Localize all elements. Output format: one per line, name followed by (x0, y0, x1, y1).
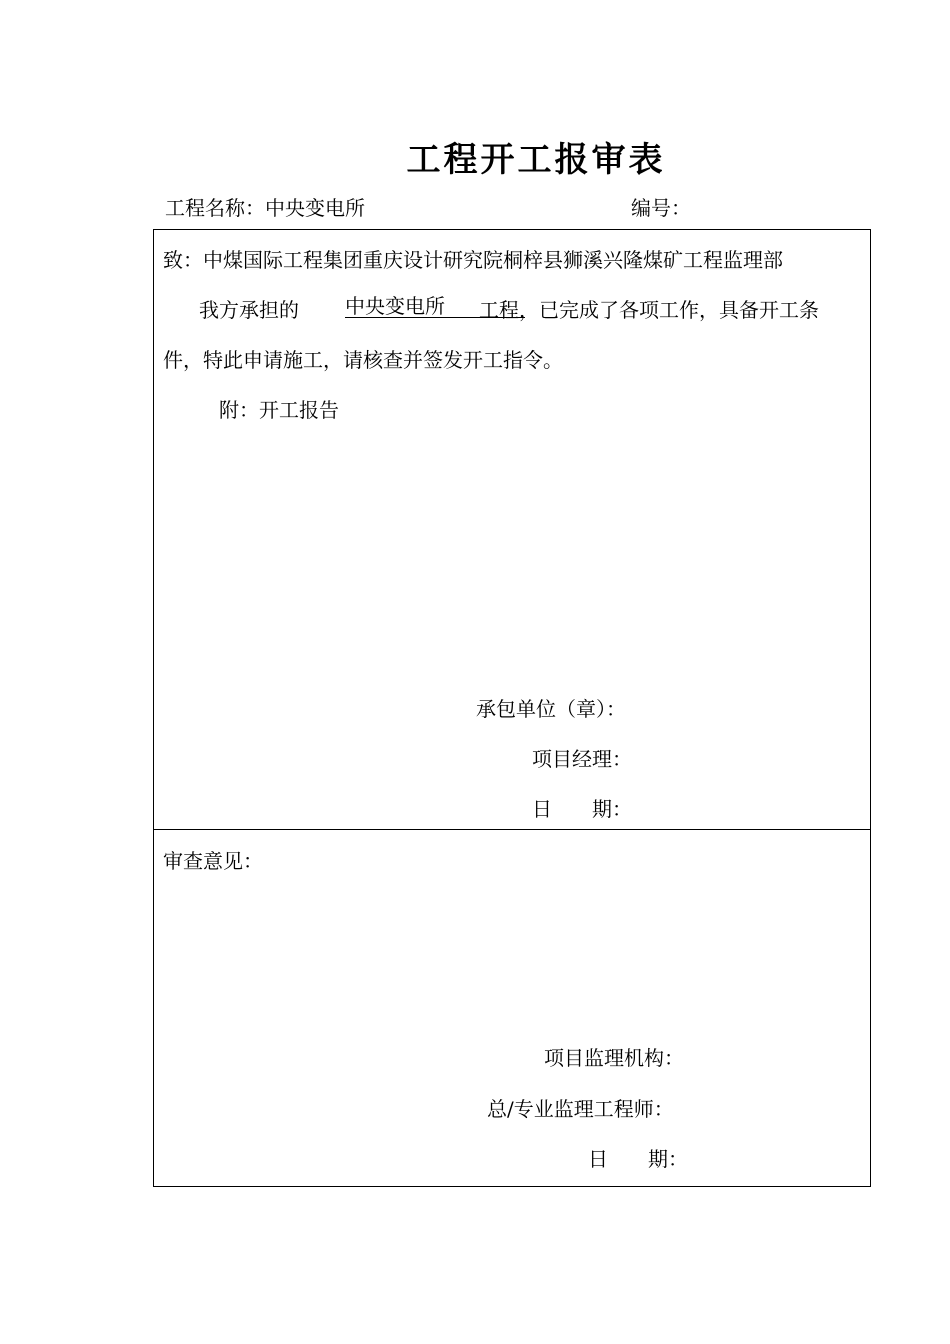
body-project-value: 中央变电所 (345, 294, 445, 318)
body-line1-suffix: 工程，已完成了各项工作，具备开工条 (479, 298, 819, 322)
supervision-agency-label: 项目监理机构： (544, 1046, 684, 1070)
project-manager-label: 项目经理： (532, 747, 632, 771)
project-name-value: 中央变电所 (265, 196, 365, 220)
project-name-label: 工程名称： (165, 196, 265, 220)
project-name-row (165, 192, 365, 221)
addressee-label: 致： (163, 248, 203, 272)
review-section (153, 829, 871, 1187)
attachment-note: 附：开工报告 (219, 398, 339, 422)
contractor-seal-label: 承包单位（章）： (476, 697, 626, 721)
addressee-row (163, 244, 783, 273)
supervising-engineer-label: 总/专业监理工程师： (487, 1097, 674, 1121)
page-title: 工程开工报审表 (406, 140, 666, 180)
body-line2: 件，特此申请施工，请核查并签发开工指令。 (163, 348, 563, 372)
review-date-label: 日 期： (588, 1147, 688, 1171)
review-opinion-label: 审查意见： (163, 849, 263, 873)
application-date-label: 日 期： (532, 797, 632, 821)
number-label: 编号： (631, 196, 691, 220)
body-prefix: 我方承担的 (199, 298, 299, 322)
addressee-value: 中煤国际工程集团重庆设计研究院桐梓县狮溪兴隆煤矿工程监理部 (203, 248, 783, 272)
